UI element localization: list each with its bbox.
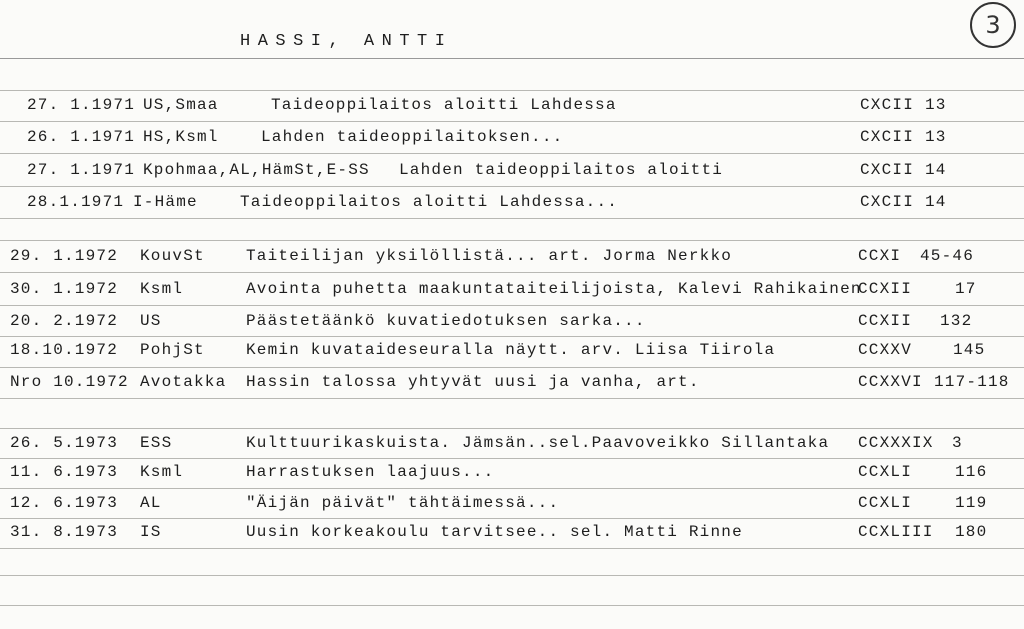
entry-title: Harrastuksen laajuus... [246, 463, 495, 481]
entry-ref: CCXXXIX [858, 434, 934, 452]
entry-title: Taideoppilaitos aloitti Lahdessa... [240, 193, 619, 211]
entry-ref: CCXII [858, 280, 913, 298]
divider [0, 58, 1024, 59]
entry-ref: CCXLI [858, 494, 913, 512]
entry-date: Nro 10.1972 [10, 373, 129, 391]
entry-page: 14 [925, 193, 947, 211]
entry-page: 116 [955, 463, 988, 481]
entry-source: Ksml [140, 280, 184, 298]
entry-date: 27. 1.1971 [27, 96, 136, 114]
entry-title: Uusin korkeakoulu tarvitsee.. sel. Matti Rinne [246, 523, 743, 541]
entry-title: Lahden taideoppilaitoksen... [261, 128, 564, 146]
entry-ref: CXCII [860, 128, 915, 146]
entry-title: Lahden taideoppilaitos aloitti [399, 161, 724, 179]
ruled-line [0, 272, 1024, 273]
ruled-line [0, 305, 1024, 306]
ruled-line [0, 488, 1024, 489]
ruled-line [0, 367, 1024, 368]
ruled-line [0, 398, 1024, 399]
entry-title: "Äijän päivät" tähtäimessä... [246, 494, 560, 512]
ruled-line [0, 90, 1024, 91]
entry-date: 26. 1.1971 [27, 128, 136, 146]
entry-ref: CCXII [858, 312, 913, 330]
entry-date: 31. 8.1973 [10, 523, 119, 541]
entry-page: 14 [925, 161, 947, 179]
entry-page: 119 [955, 494, 988, 512]
ruled-line [0, 218, 1024, 219]
entry-date: 28.1.1971 [27, 193, 125, 211]
entry-ref: CXCII [860, 96, 915, 114]
entry-source: PohjSt [140, 341, 205, 359]
entry-source: Kpohmaa,AL,HämSt,E-SS [143, 161, 370, 179]
entry-source: US,Smaa [143, 96, 219, 114]
entry-source: AL [140, 494, 162, 512]
entry-ref: CCXLIII [858, 523, 934, 541]
entry-source: IS [140, 523, 162, 541]
entry-page: 13 [925, 128, 947, 146]
entry-date: 20. 2.1972 [10, 312, 119, 330]
entry-date: 30. 1.1972 [10, 280, 119, 298]
entry-title: Taiteilijan yksilöllistä... art. Jorma Nerkko [246, 247, 733, 265]
entry-title: Kemin kuvataideseuralla näytt. arv. Liisa Tiirola [246, 341, 776, 359]
ruled-line [0, 548, 1024, 549]
entry-date: 27. 1.1971 [27, 161, 136, 179]
entry-title: Päästetäänkö kuvatiedotuksen sarka... [246, 312, 646, 330]
entry-date: 18.10.1972 [10, 341, 119, 359]
entry-source: Ksml [140, 463, 184, 481]
entry-source: I-Häme [133, 193, 198, 211]
entry-date: 11. 6.1973 [10, 463, 119, 481]
entry-ref: CCXI [858, 247, 902, 265]
ruled-line [0, 605, 1024, 606]
entry-source: US [140, 312, 162, 330]
entry-ref: CCXLI [858, 463, 913, 481]
ruled-line [0, 458, 1024, 459]
entry-date: 29. 1.1972 [10, 247, 119, 265]
ruled-line [0, 240, 1024, 241]
entry-ref: CCXXVI [858, 373, 923, 391]
entry-title: Taideoppilaitos aloitti Lahdessa [271, 96, 617, 114]
ruled-line [0, 153, 1024, 154]
entry-ref: CCXXV [858, 341, 913, 359]
ruled-line [0, 186, 1024, 187]
ruled-line [0, 336, 1024, 337]
entry-page: 145 [953, 341, 986, 359]
entry-title: Hassin talossa yhtyvät uusi ja vanha, art. [246, 373, 700, 391]
entry-title: Avointa puhetta maakuntataiteilijoista, Kalevi Rahikainen [246, 280, 862, 298]
entry-ref: CXCII [860, 161, 915, 179]
entry-source: Avotakka [140, 373, 227, 391]
entry-source: KouvSt [140, 247, 205, 265]
entry-date: 26. 5.1973 [10, 434, 119, 452]
entry-page: 3 [952, 434, 963, 452]
entry-page: 13 [925, 96, 947, 114]
ruled-line [0, 428, 1024, 429]
entry-page: 117-118 [934, 373, 1010, 391]
entry-page: 17 [955, 280, 977, 298]
ruled-line [0, 518, 1024, 519]
entry-page: 132 [940, 312, 973, 330]
entry-source: ESS [140, 434, 173, 452]
entry-ref: CXCII [860, 193, 915, 211]
entry-title: Kulttuurikaskuista. Jämsän..sel.Paavoveikko Sillantaka [246, 434, 830, 452]
entry-page: 180 [955, 523, 988, 541]
ruled-line [0, 121, 1024, 122]
entry-page: 45-46 [920, 247, 975, 265]
entry-source: HS,Ksml [143, 128, 219, 146]
ruled-line [0, 575, 1024, 576]
card-title: HASSI, ANTTI [240, 32, 453, 51]
entry-date: 12. 6.1973 [10, 494, 119, 512]
card-number-circle: 3 [970, 2, 1016, 48]
